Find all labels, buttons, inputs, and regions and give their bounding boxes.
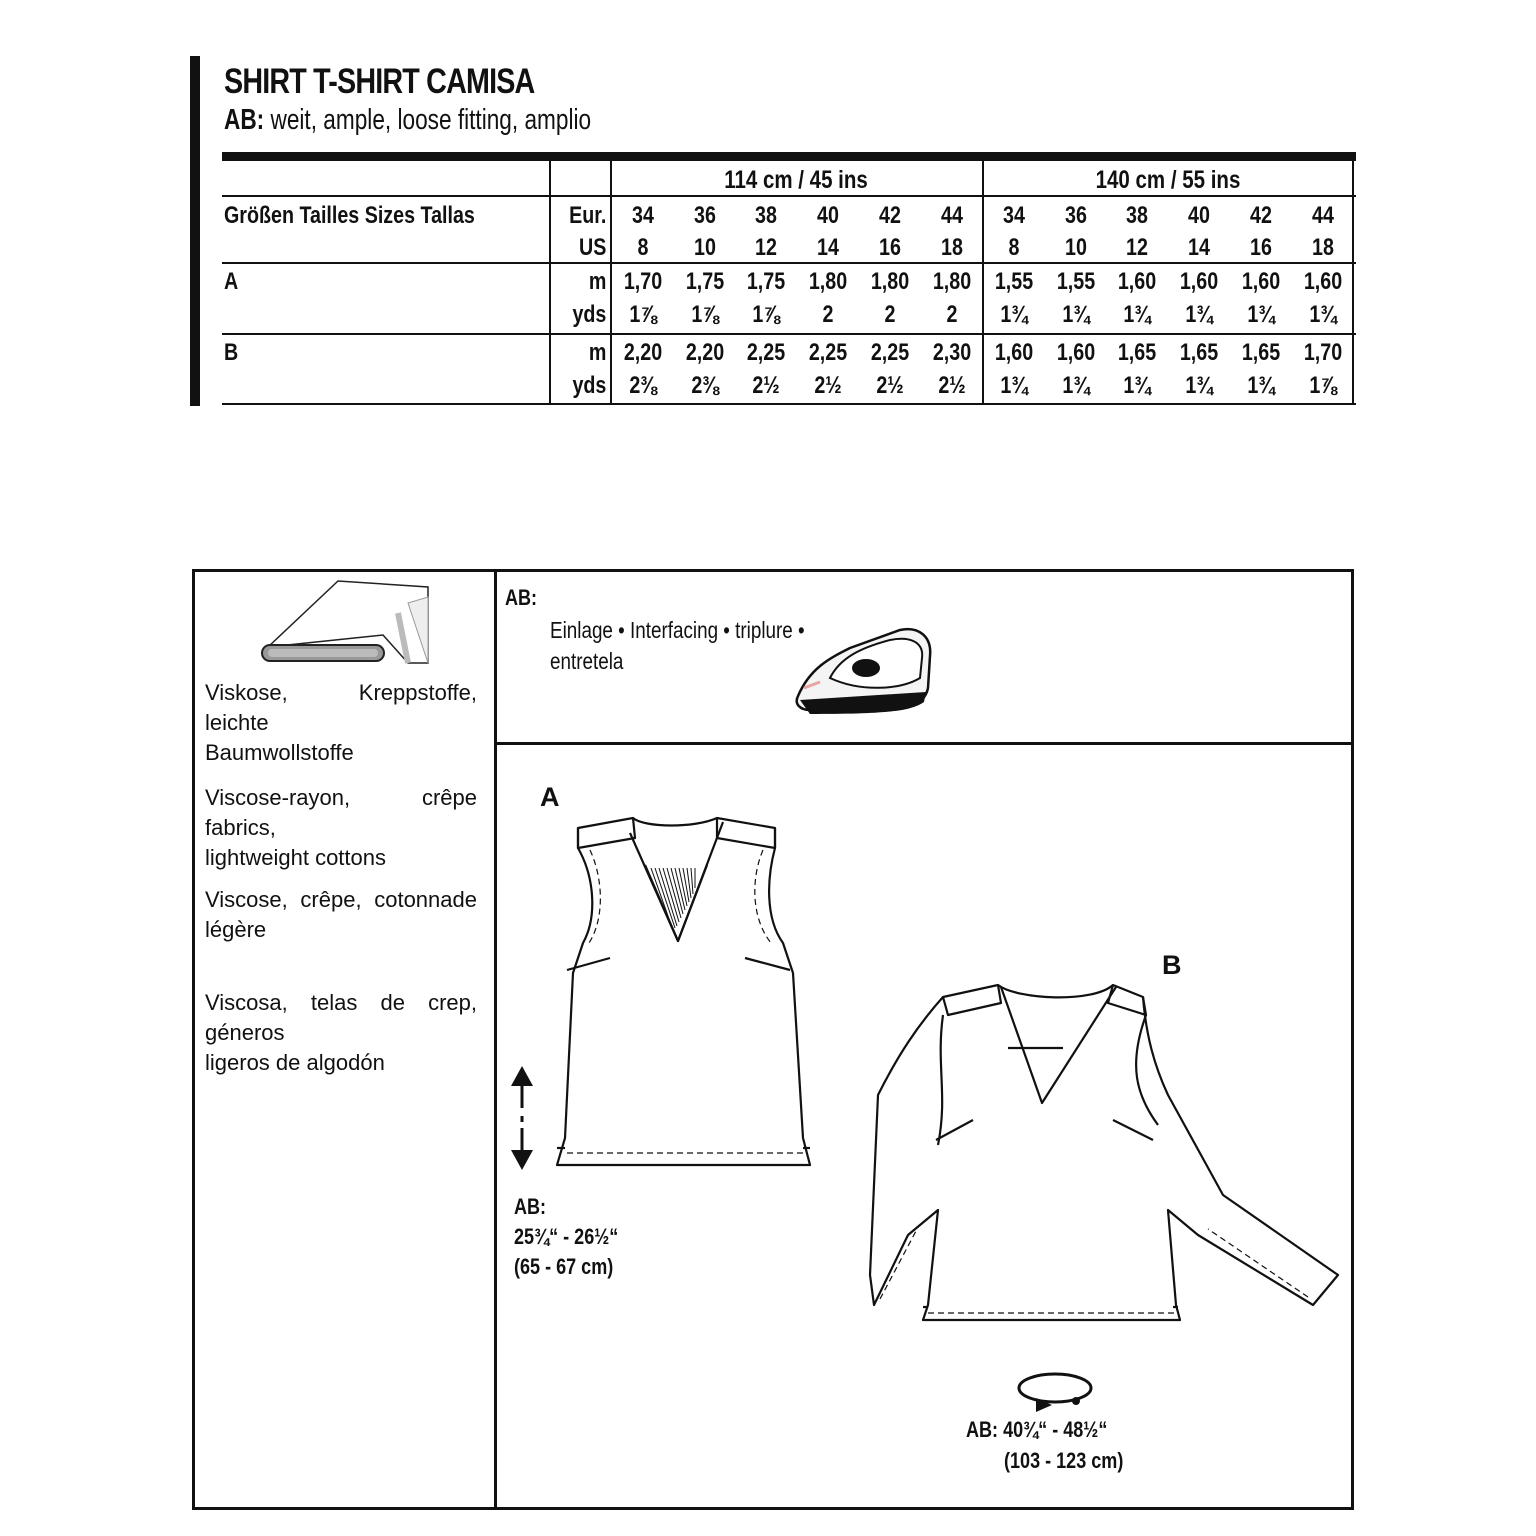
meters-cell: 2,20 (623, 339, 663, 366)
yards-cell: 2 (946, 301, 957, 328)
meters-cell: 1,75 (747, 268, 786, 295)
us-label: US (578, 234, 606, 261)
meters-cell: 2,25 (870, 339, 909, 366)
interfacing-line1: Einlage • Interfacing • triplure • (550, 617, 805, 643)
interfacing-views: AB: (505, 585, 538, 610)
meters-cell: 1,70 (1303, 339, 1342, 366)
meters-cell: 1,60 (1179, 268, 1219, 295)
yards-cell: 1¾ (1123, 372, 1152, 399)
table-rule-bottom (222, 403, 1356, 405)
table-col-divider (1352, 161, 1354, 405)
eur-size-cell: 40 (1188, 202, 1211, 229)
fabric-text-fr: Viscose, crêpe, cotonnade légère (205, 887, 477, 942)
yards-cell: 2⅜ (629, 372, 657, 399)
meters-cell: 1,75 (685, 268, 724, 295)
circumference-icon (1014, 1368, 1096, 1412)
yards-cell: 1⅞ (752, 301, 781, 328)
yards-cell: 2½ (937, 372, 966, 399)
yards-cell: 2½ (876, 372, 904, 399)
us-size-cell: 8 (637, 234, 649, 261)
us-size-cell: 10 (1064, 234, 1087, 261)
meters-cell: 2,25 (747, 339, 786, 366)
eur-size-cell: 44 (940, 202, 963, 229)
eur-size-cell: 38 (755, 202, 778, 229)
unit-yds-label: yds (572, 301, 606, 328)
yards-cell: 1¾ (1247, 301, 1275, 328)
meters-cell: 1,60 (994, 339, 1034, 366)
fabric-text-es: Viscosa, telas de crep, géneros ligeros de algodón (205, 990, 477, 1075)
table-col-divider (610, 161, 612, 405)
view-b-label: B (1162, 950, 1182, 980)
meters-cell: 1,65 (1118, 339, 1157, 366)
width-group-header: 114 cm / 45 ins (724, 166, 868, 194)
unit-m-label: m (588, 339, 606, 366)
yards-cell: 1¾ (1000, 372, 1028, 399)
us-size-cell: 8 (1008, 234, 1020, 261)
fabric-text-de: Viskose, Kreppstoffe, leichte Baumwollstoffe (205, 680, 477, 765)
yards-cell: 1⅞ (691, 301, 719, 328)
us-size-cell: 16 (1249, 234, 1272, 261)
meters-cell: 1,55 (1056, 268, 1095, 295)
iron-icon (790, 618, 940, 716)
meters-cell: 2,30 (932, 339, 971, 366)
yards-cell: 2⅜ (691, 372, 719, 399)
table-col-divider (982, 161, 984, 405)
eur-size-cell: 36 (1064, 202, 1087, 229)
yards-cell: 1¾ (1000, 301, 1028, 328)
meters-cell: 1,60 (1241, 268, 1280, 295)
us-size-cell: 18 (940, 234, 963, 261)
us-size-cell: 16 (878, 234, 901, 261)
width-group-header: 140 cm / 55 ins (1095, 166, 1241, 194)
yards-cell: 1¾ (1185, 301, 1213, 328)
yards-cell: 1⅞ (1308, 372, 1337, 399)
yards-cell: 2 (884, 301, 896, 328)
meters-cell: 1,60 (1118, 268, 1157, 295)
length-measurement: AB: 25¾“ - 26½“ (65 - 67 cm) (514, 1194, 619, 1279)
interfacing-line2: entretela (550, 648, 624, 674)
yards-cell: 1¾ (1062, 301, 1090, 328)
eur-label: Eur. (568, 202, 606, 229)
fabric-text-en: Viscose-rayon, crêpe fabrics, lightweight cottons (205, 785, 477, 870)
eur-size-cell: 44 (1311, 202, 1334, 229)
page-title: SHIRT T-SHIRT CAMISA (224, 62, 535, 101)
us-size-cell: 18 (1311, 234, 1334, 261)
meters-cell: 1,80 (932, 268, 971, 295)
us-size-cell: 12 (1126, 234, 1149, 261)
us-size-cell: 14 (817, 234, 840, 261)
meters-cell: 1,80 (870, 268, 909, 295)
interfacing-divider (496, 742, 1352, 745)
panel-divider (494, 571, 497, 1508)
us-size-cell: 10 (693, 234, 716, 261)
view-label: A (224, 268, 239, 295)
yards-cell: 1¾ (1247, 372, 1275, 399)
side-bar (190, 56, 200, 406)
table-rule-sizes (222, 262, 1356, 264)
eur-size-cell: 34 (632, 202, 654, 229)
yards-cell: 2 (822, 301, 834, 328)
eur-size-cell: 40 (817, 202, 840, 229)
garment-a-drawing (545, 808, 815, 1170)
sizes-label: Größen Tailles Sizes Tallas (224, 202, 475, 229)
unit-yds-label: yds (572, 372, 606, 399)
yards-cell: 1¾ (1123, 301, 1152, 328)
meters-cell: 1,55 (994, 268, 1034, 295)
eur-size-cell: 42 (1249, 202, 1272, 229)
meters-cell: 2,20 (685, 339, 724, 366)
meters-cell: 1,60 (1056, 339, 1095, 366)
width-measurement-line1: AB: 40¾“ - 48½“ (966, 1417, 1108, 1442)
view-a-label: A (540, 782, 560, 812)
table-col-divider (549, 161, 551, 405)
yards-cell: 1¾ (1308, 301, 1337, 328)
length-arrow-icon (505, 1062, 539, 1174)
us-size-cell: 14 (1188, 234, 1211, 261)
eur-size-cell: 38 (1126, 202, 1149, 229)
yards-cell: 2½ (752, 372, 781, 399)
eur-size-cell: 42 (878, 202, 901, 229)
eur-size-cell: 34 (1003, 202, 1025, 229)
yards-cell: 2½ (814, 372, 842, 399)
meters-cell: 1,80 (808, 268, 848, 295)
table-rule-header (222, 195, 1356, 197)
eur-size-cell: 36 (693, 202, 716, 229)
yards-cell: 1¾ (1062, 372, 1090, 399)
meters-cell: 1,65 (1179, 339, 1219, 366)
table-rule-row-a (222, 333, 1356, 335)
view-label: B (224, 339, 239, 366)
width-measurement-line2: (103 - 123 cm) (1004, 1448, 1124, 1473)
fabric-bolt-icon (258, 575, 438, 670)
garment-b-drawing (868, 975, 1343, 1335)
table-top-rule (222, 152, 1356, 161)
meters-cell: 1,70 (623, 268, 663, 295)
unit-m-label: m (588, 268, 606, 295)
meters-cell: 1,65 (1241, 339, 1280, 366)
meters-cell: 2,25 (808, 339, 848, 366)
us-size-cell: 12 (755, 234, 778, 261)
meters-cell: 1,60 (1303, 268, 1342, 295)
page-subtitle: AB: weit, ample, loose fitting, amplio (224, 104, 592, 136)
yards-cell: 1¾ (1185, 372, 1213, 399)
yards-cell: 1⅞ (629, 301, 657, 328)
